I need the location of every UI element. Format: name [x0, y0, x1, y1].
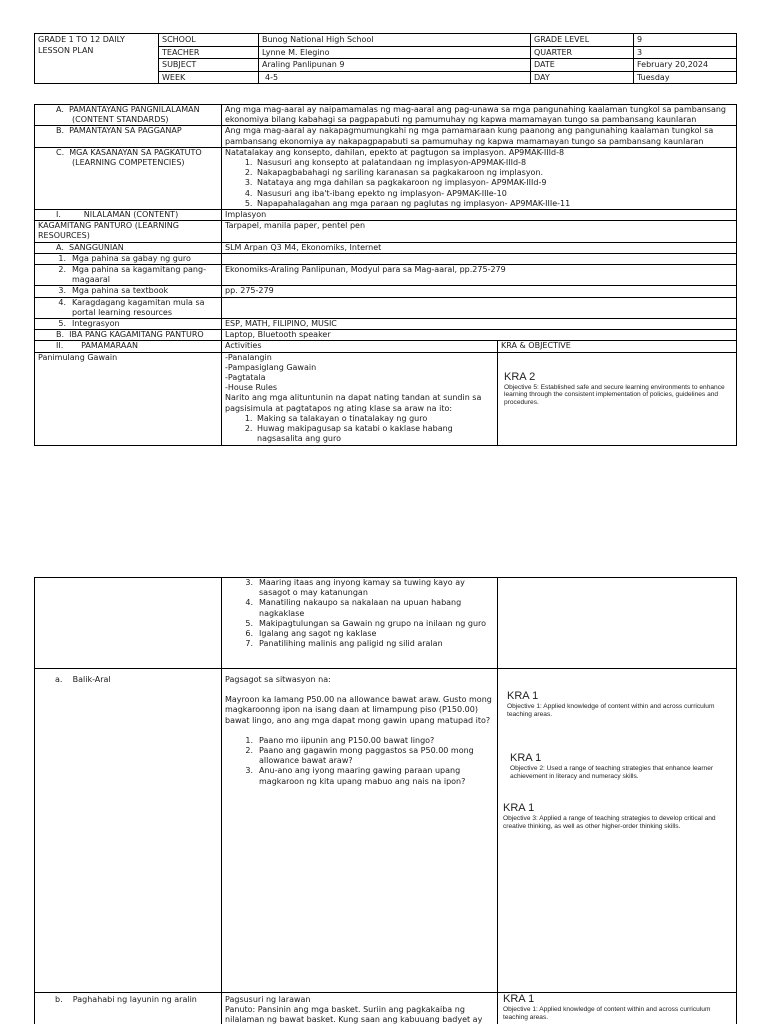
list-item: 1. Nasusuri ang konsepto at palatandaan ng implasyon-AP9MAK-IIId-8 [255, 158, 733, 168]
subrow-text: pp. 275-279 [222, 286, 737, 297]
date-label: DATE [531, 59, 634, 72]
lesson-plan-continuation [34, 577, 737, 1024]
subrow-label: Karagdagang kagamitan mula sa portal learning resources [72, 297, 205, 317]
kra-title: KRA 2 [504, 370, 536, 383]
competencies-row [35, 147, 737, 209]
other-resources-row [35, 330, 737, 341]
teacher-value: Lynne M. Elegino [259, 46, 531, 59]
list-item: 1. Paano mo iipunin ang P150.00 bawat lingo? [245, 735, 435, 745]
performance-standards-label: B. PAMANTAYAN SA PAGGANAP [56, 126, 182, 136]
learning-resources-text: Tarpapel, manila paper, pentel pen [222, 221, 737, 242]
activity-line: -House Rules [225, 383, 278, 393]
kra-objective-header: KRA & OBJECTIVE [498, 341, 737, 352]
quarter-value: 3 [634, 46, 737, 59]
lesson-purpose-row [35, 993, 737, 1024]
other-resources-label: B. IBA PANG KAGAMITANG PANTURO [35, 330, 222, 341]
kra-objective-text: Objective 1: Applied knowledge of content within and across curriculum teaching areas. [503, 1006, 711, 1021]
plan-title: GRADE 1 TO 12 DAILY LESSON PLAN [35, 34, 159, 84]
activity-line: -Panalangin [225, 352, 272, 362]
references-text: SLM Arpan Q3 M4, Ekonomiks, Internet [222, 242, 737, 253]
performance-standards-row [35, 126, 737, 147]
house-rules-continued-row [35, 578, 737, 669]
preliminary-activities-row [35, 352, 737, 445]
reference-subrow [35, 319, 737, 330]
subrow-number: 3. [58, 286, 66, 296]
content-standards-text: Ang mga mag-aaral ay naipamamalas ng mag-aaral ang pag-unawa sa mga pangunahing kaalaman tungkol sa pambansang ekonomiya bilang kabahagi sa pagpapabuti ng pamumuhay ng kapwa mamamayan tungo sa pambansang kaunlaran [222, 105, 737, 126]
competencies-list [225, 158, 733, 209]
subrow-text: Ekonomiks-Araling Panlipunan, Modyul para sa Mag-aaral, pp.275-279 [222, 265, 737, 286]
house-rules-intro: Narito ang mga alituntunin na dapat nating tandan at sundin sa pagsisimula at pagtatapos ng ating klase sa araw na ito: [225, 393, 482, 413]
school-label: SCHOOL [159, 34, 259, 47]
subrow-number: 4. [58, 297, 66, 307]
review-situation: Mayroon ka lamang P50.00 na allowance bawat araw. Gusto mong magkaroonng ipon na isang daan at limampung piso (P150.00) bawat lingo, ano ang mga dapat mong gawin upang matupad ito? [225, 695, 492, 725]
subrow-label: Mga pahina sa textbook [72, 286, 169, 296]
lesson-plan-header [34, 33, 737, 84]
subrow-text: ESP, MATH, FILIPINO, MUSIC [222, 319, 737, 330]
subject-value: Araling Panlipunan 9 [259, 59, 531, 72]
grade-level-value: 9 [634, 34, 737, 47]
subrow-text [222, 297, 737, 318]
activity-line: -Pampasiglang Gawain [225, 362, 317, 372]
subrow-label: Integrasyon [72, 319, 120, 329]
list-item: 7. Panatilihing malinis ang paligid ng silid aralan [245, 639, 443, 649]
list-item: 2. Nakapagbabahagi ng sariling karanasan sa pagkakaroon ng implasyon. [255, 168, 733, 178]
procedure-label: II. PAMAMARAAN [35, 341, 222, 352]
reference-subrow [35, 253, 737, 264]
review-label: a. Balik-Aral [35, 669, 222, 993]
kra-objective-text: Objective 5: Established safe and secure learning environments to enhance learning through the consistent implementation of policies, guidelines and procedures. [504, 383, 725, 406]
list-item: 4. Manatiling nakaupo sa nakalaan na upuan habang nagkaklase [245, 598, 462, 618]
kra-title: KRA 1 [507, 690, 539, 702]
reference-subrow [35, 286, 737, 297]
list-item: 5. Makipagtulungan sa Gawain ng grupo na inilaan ng guro [245, 618, 487, 628]
procedure-header-row [35, 341, 737, 352]
activities-header: Activities [222, 341, 498, 352]
competencies-sublabel: (LEARNING COMPETENCIES) [72, 158, 185, 168]
kra-objective-text: Objective 1: Applied knowledge of content within and across curriculum teaching areas. [507, 703, 715, 718]
kra-title: KRA 1 [510, 752, 542, 765]
reference-subrow [35, 265, 737, 286]
list-item: 3. Maaring itaas ang inyong kamay sa tuwing kayo ay sasagot o may katanungan [245, 578, 465, 598]
house-rules-list [225, 414, 494, 445]
school-value: Bunog National High School [259, 34, 531, 47]
performance-standards-text: Ang mga mag-aaral ay nakapagmumungkahi ng mga pamamaraan kung paanong ang pangunahing kaalaman tungkol sa pambansang ekonomiya ay nakapagpapabuti sa pamumuhay ng kapwa mamamayan tungo sa pambansang kaunlaran [222, 126, 737, 147]
other-resources-text: Laptop, Bluetooth speaker [222, 330, 737, 341]
subrow-number: 2. [58, 265, 66, 275]
teacher-label: TEACHER [159, 46, 259, 59]
content-standards-sublabel: (CONTENT STANDARDS) [72, 115, 169, 125]
reference-subrow [35, 297, 737, 318]
review-intro: Pagsagot sa sitwasyon na: [225, 675, 331, 684]
lesson-purpose-instructions: Panuto: Pansinin ang mga basket. Suriin ang pagkakaiba ng nilalaman ng bawat basket. Kung saan ang kabuuang badyet ay [225, 1005, 483, 1024]
lesson-purpose-label: b. Paghahabi ng layunin ng aralin [35, 993, 222, 1024]
subrow-number: 1. [58, 253, 66, 263]
kra-title: KRA 1 [503, 802, 535, 815]
learning-resources-label: KAGAMITANG PANTURO (LEARNING RESOURCES) [35, 221, 222, 242]
list-item: 2. Huwag makipagusap sa katabi o kaklase habang nagsasalita ang guro [255, 424, 494, 444]
kra-objective-text: Objective 3: Applied a range of teaching strategies to develop critical and creative thinking, as well as other higher-order thinking skills. [503, 815, 716, 830]
day-value: Tuesday [634, 71, 737, 84]
list-item: 5. Napapahalagahan ang mga paraan ng paglutas ng implasyon- AP9MAK-IIIe-11 [255, 199, 733, 209]
content-label: I. NILALAMAN (CONTENT) [35, 210, 222, 221]
day-label: DAY [531, 71, 634, 84]
subject-label: SUBJECT [159, 59, 259, 72]
lesson-purpose-line: Pagsusuri ng larawan [225, 995, 311, 1004]
list-item: 4. Nasusuri ang iba't-ibang epekto ng implasyon- AP9MAK-IIIe-10 [255, 189, 733, 199]
activity-line: -Pagtatala [225, 373, 266, 383]
preliminary-activities-label: Panimulang Gawain [35, 352, 222, 445]
references-row [35, 242, 737, 253]
subrow-label: Mga pahina sa gabay ng guro [72, 253, 191, 263]
week-value: 4-5 [259, 71, 531, 84]
subrow-label: Mga pahina sa kagamitang pang-magaaral [72, 265, 206, 285]
review-row [35, 669, 737, 993]
grade-level-label: GRADE LEVEL [531, 34, 634, 47]
references-label: A. SANGGUNIAN [35, 242, 222, 253]
date-value: February 20,2024 [634, 59, 737, 72]
competencies-label: C. MGA KASANAYAN SA PAGKATUTO [56, 147, 202, 157]
subrow-text [222, 253, 737, 264]
lesson-plan-body [34, 104, 737, 446]
list-item: 6. Igalang ang sagot ng kaklase [245, 629, 377, 639]
quarter-label: QUARTER [531, 46, 634, 59]
content-standards-label: A. PAMANTAYANG PANGNILALAMAN [56, 105, 200, 114]
content-standards-row [35, 105, 737, 126]
content-row [35, 210, 737, 221]
subrow-number: 5. [58, 319, 66, 329]
learning-resources-row [35, 221, 737, 242]
list-item: 3. Anu-ano ang iyong maaring gawing paraan upang magkaroon ng kita upang mabuo ang nais na ipon? [245, 766, 466, 786]
kra-title: KRA 1 [503, 993, 535, 1005]
list-item: 1. Making sa talakayan o tinatalakay ng guro [255, 414, 494, 424]
list-item: 3. Natataya ang mga dahilan sa pagkakaroon ng implasyon- AP9MAK-IIId-9 [255, 178, 733, 188]
list-item: 2. Paano ang gagawin mong paggastos sa P50.00 mong allowance bawat araw? [245, 746, 474, 766]
kra-objective-text: Objective 2: Used a range of teaching strategies that enhance learner achievement in literacy and numeracy skills. [510, 765, 714, 780]
content-text: Implasyon [222, 210, 737, 221]
competencies-intro: Natatalakay ang konsepto, dahilan, epekto at pagtugon sa implasyon. AP9MAK-IIId-8 [225, 147, 565, 157]
week-label: WEEK [159, 71, 259, 84]
